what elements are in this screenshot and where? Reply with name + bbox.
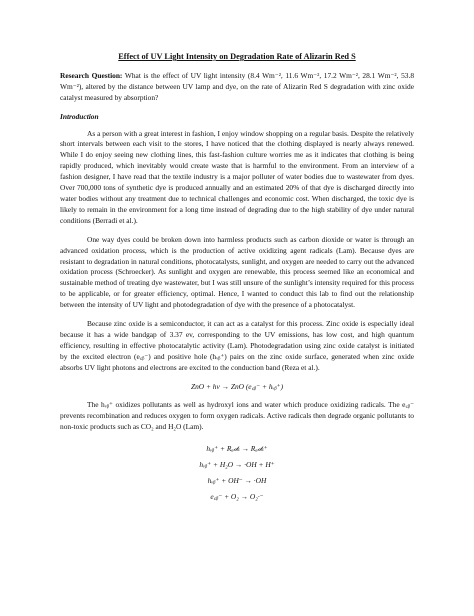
research-question [60,71,414,104]
equation-2: hᵥᵦ⁺ + H₂O → ·OH + H⁺ [199,460,275,470]
paragraph-2: One way dyes could be broken down into harmless products such as carbon dioxide or water is through an advanced oxidation process, which is the production of active oxidizing agent radicals (Lam). Because dyes are resistant to degradation in natural conditions, photocatalysts, sunlight, and oxygen are needed to carry out the advanced oxidation process (Schroecker). As sunlight and oxygen are renewable, this process seemed like an economical and sustainable method of treating dye wastewater, but I was still unsure of the sunlight’s intensity required for this process to be applicable, or for greater efficiency, optimal. Hence, I wanted to conduct this lab to find out the relationship between the intensity of UV light and photodegradation of dye with the presence of a photocatalyst. [60,234,414,310]
introduction-heading: Introduction [60,111,99,121]
equation-list [60,441,414,505]
equation-4: e꜀ᵦ⁻ + O₂ → O₂·⁻ [210,492,264,502]
research-question-text: What is the effect of UV light intensity (8.4 Wm⁻², 11.6 Wm⁻², 17.2 Wm⁻², 28.1 Wm⁻², 53.8 Wm⁻²), altered by the distance between UV lamp and dye, on the rate of Alizarin Red S degradation with zinc oxide catalyst measured by absorption? [60,70,415,102]
paragraph-4: The hᵥᵦ⁺ oxidizes pollutants as well as hydroxyl ions and water which produce oxidizing radicals. The e꜀ᵦ⁻ prevents recombination and reduces oxygen to form oxygen radicals. Active radicals then degrade organic pollutants to non-toxic products such as CO₂ and H₂O (Lam). [60,400,414,432]
page-title: Effect of UV Light Intensity on Degradation Rate of Alizarin Red S [118,52,356,61]
paragraph-1: As a person with a great interest in fashion, I enjoy window shopping on a regular basis. Despite the relatively short intervals between each visit to the stores, I have noticed that the clothing displayed is nearly always renewed. While I do enjoy seeing new clothing lines, this fast-fashion culture worries me as it indicates that clothing is being rapidly produced, which inevitably would create waste that is harmful to the environment. From an interview of a fashion designer, I have read that the textile industry is a major polluter of water bodies due to wastewater from dyes. Over 700,000 tons of synthetic dye is produced annually and an estimated 20% of that dye is discharged directly into water bodies without any treatment due to technical challenges and economic cost. When discharged, the toxic dye is likely to remain in the environment for a long time instead of degrading due to the high stability of dye under natural conditions (Berradi et al.). [60,128,414,225]
research-question-label: Research Question: [60,70,123,80]
paragraph-3: Because zinc oxide is a semiconductor, it can act as a catalyst for this process. Zinc oxide is especially ideal because it has a wide bandgap of 3.37 ev, corresponding to the UV emissions, has low cost, and high quantum efficiency, resulting in effective photocatalytic activity (Lam). Photodegradation using zinc oxide catalyst is initiated by the excited electron (e꜀ᵦ⁻) and positive hole (hᵥᵦ⁺) pairs on the zinc oxide surface, generated when zinc oxide absorbs UV light photons and electrons are excited to the conduction band (Reza et al.). [60,319,414,372]
equation-3: hᵥᵦ⁺ + OH⁻ → ·OH [207,476,267,486]
equation-1: hᵥᵦ⁺ + Rₐ𝒹ₛ → Rₐ𝒹ₛ⁺ [206,444,268,454]
equation-main: ZnO + hν → ZnO (e꜀ᵦ⁻ + hᵥᵦ⁺) [190,381,284,391]
